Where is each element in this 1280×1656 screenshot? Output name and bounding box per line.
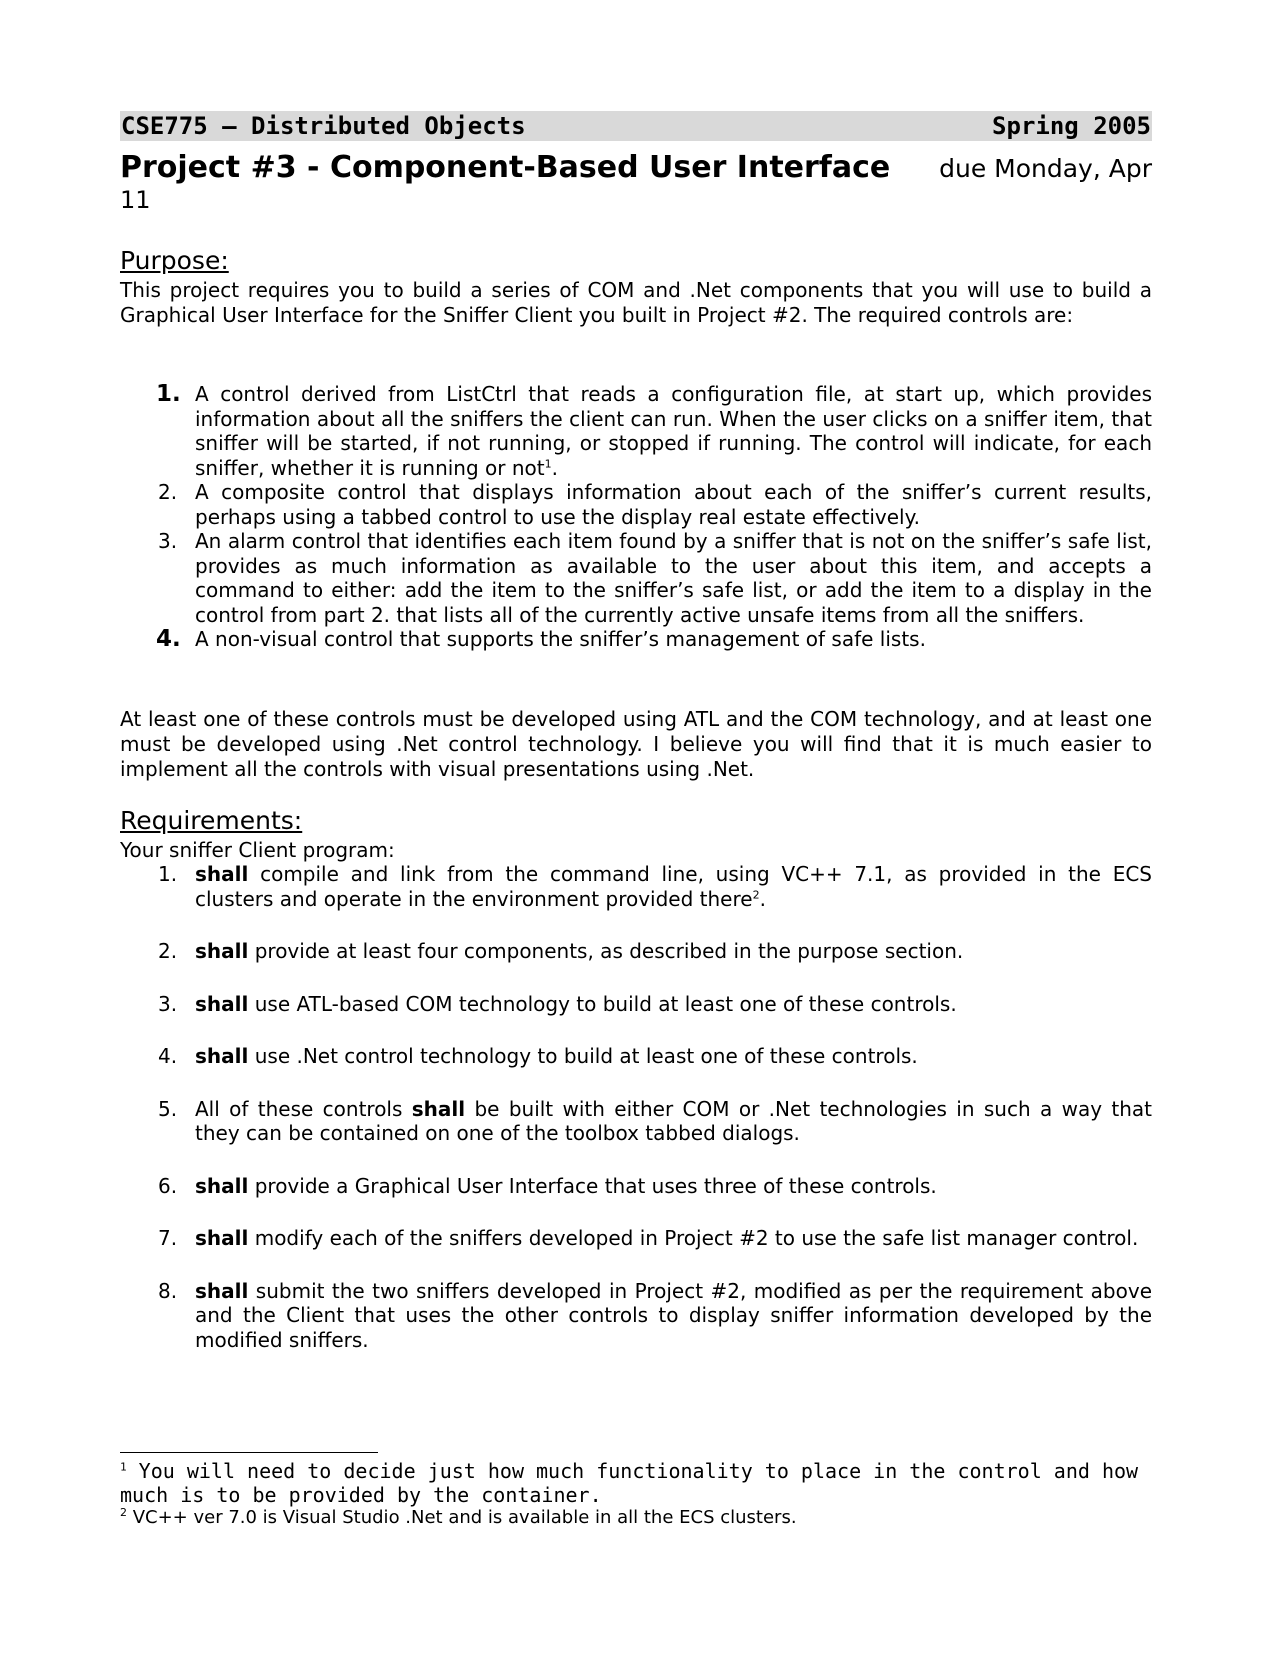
item-text: be built with either COM or .Net technologies in such a way that they can be contained on one of the toolbox tabbed dialogs. — [195, 1096, 1152, 1145]
item-text: A control derived from ListCtrl that reads a configuration file, at start up, which provides information about all the sniffers the client can run. When the user clicks on a sniffer item, that sniffer will be started, if not running, or stopped if running. The control will indicate, for each sniffer, whether it is running or not — [195, 382, 1152, 480]
purpose-intro: This project requires you to build a series of COM and .Net components that you will use to build a Graphical User Interface for the Sniffer Client you built in Project #2. The required controls are: — [120, 278, 1152, 327]
item-number: 2. — [158, 480, 178, 504]
purpose-item-1: 1. A control derived from ListCtrl that reads a configuration file, at start up, which provides information about all the sniffers the client can run. When the user clicks on a sniffer item, that sniffer will be started, if not running, or stopped if running. The control will indicate, for each sniffer, whether it is running or not$^1$. — [156, 381, 1152, 480]
item-number: 5. — [158, 1096, 178, 1121]
item-text: provide at least four components, as described in the purpose section. — [248, 939, 964, 963]
item-text: A non-visual control that supports the sniffer’s management of safe lists. — [195, 627, 926, 651]
shall-keyword: shall — [195, 1173, 249, 1198]
requirements-list — [120, 862, 1152, 1352]
project-title: Project #3 - Component-Based User Interface — [120, 150, 891, 185]
item-number: 4. — [156, 626, 181, 652]
item-number: 3. — [158, 529, 178, 553]
item-text: submit the two sniffers developed in Project #2, modified as per the requirement above and the Client that uses the other controls to display sniffer information developed by the modified sniffers. — [195, 1278, 1152, 1352]
requirement-item-2 — [120, 939, 1152, 964]
shall-keyword: shall — [195, 939, 249, 963]
purpose-item-3 — [120, 529, 1152, 627]
shall-keyword: shall — [411, 1096, 466, 1121]
item-text: compile and link from the command line, using VC++ 7.1, as provided in the ECS clusters and operate in the environment provided there — [195, 862, 1152, 911]
course-header-bar — [120, 111, 1152, 141]
term: Spring 2005 — [992, 112, 1151, 140]
requirement-item-5: 5. All of these controls shall be built with either COM or .Net technologies in such a way that they can be contained on one of the toolbox tabbed dialogs. — [158, 1096, 1152, 1145]
due-date: due Monday, Apr — [939, 154, 1152, 183]
item-number: 4. — [158, 1044, 178, 1068]
item-text: An alarm control that identifies each item found by a sniffer that is not on the sniffer’s safe list, provides as much information as available to the user about this item, and accepts a command to either: add the item to the sniffer’s safe list, or add the item to a display in the control from part 2. that lists all of the currently active unsafe items from all the sniffers. — [195, 529, 1152, 627]
purpose-closing: At least one of these controls must be developed using ATL and the COM technology, and at least one must be developed using .Net control technology. I believe you will find that it is much easier to implement all the controls with visual presentations using .Net. — [120, 707, 1152, 781]
due-date-continued: 11 — [120, 186, 151, 214]
purpose-heading: Purpose: — [120, 246, 229, 275]
course-title: CSE775 – Distributed Objects — [121, 112, 526, 140]
footnote-1 — [120, 1459, 1152, 1507]
footnote-ref: 2 — [752, 887, 760, 901]
purpose-item-4 — [120, 627, 1152, 652]
item-text: modify each of the sniffers developed in Project #2 to use the safe list manager control. — [248, 1226, 1139, 1250]
item-text: use .Net control technology to build at least one of these controls. — [248, 1044, 918, 1068]
requirement-item-1: 1. shall compile and link from the command line, using VC++ 7.1, as provided in the ECS clusters and operate in the environment provided there$^2$. — [158, 862, 1152, 911]
shall-keyword: shall — [195, 1226, 249, 1250]
requirements-heading: Requirements: — [120, 806, 303, 835]
footnote-mark: 1 — [120, 1460, 127, 1474]
footnote-ref: 1 — [544, 456, 552, 470]
item-number: 6. — [158, 1173, 178, 1198]
shall-keyword: shall — [195, 991, 249, 1016]
item-number: 1. — [156, 381, 181, 407]
requirement-item-8 — [120, 1279, 1152, 1353]
requirement-item-7 — [120, 1226, 1152, 1251]
shall-keyword: shall — [195, 1278, 249, 1303]
requirements-intro: Your sniffer Client program: — [120, 838, 395, 862]
item-number: 8. — [158, 1278, 178, 1303]
purpose-item-2 — [120, 480, 1152, 529]
footnote-text: VC++ ver 7.0 is Visual Studio .Net and is available in all the ECS clusters. — [127, 1507, 797, 1528]
item-number: 1. — [158, 862, 178, 886]
purpose-list — [120, 382, 1152, 652]
footnote-text: You will need to decide just how much functionality to place in the control and how much is to be provided by the container. — [120, 1459, 1139, 1507]
shall-keyword: shall — [195, 862, 249, 886]
item-text: A composite control that displays information about each of the sniffer’s current results, perhaps using a tabbed control to use the display real estate effectively. — [195, 480, 1152, 529]
shall-keyword: shall — [195, 1044, 249, 1068]
item-number: 2. — [158, 939, 178, 963]
requirement-item-4 — [120, 1044, 1152, 1069]
footnote-mark: 2 — [120, 1506, 127, 1519]
item-text: provide a Graphical User Interface that uses three of these controls. — [248, 1173, 937, 1198]
footnote-separator — [120, 1452, 378, 1453]
requirement-item-6 — [120, 1174, 1152, 1199]
title-line — [120, 150, 1152, 185]
item-number: 3. — [158, 991, 178, 1016]
requirement-item-3 — [120, 992, 1152, 1017]
footnote-2 — [120, 1507, 1152, 1529]
item-number: 7. — [158, 1226, 178, 1250]
item-text: use ATL-based COM technology to build at least one of these controls. — [248, 991, 957, 1016]
